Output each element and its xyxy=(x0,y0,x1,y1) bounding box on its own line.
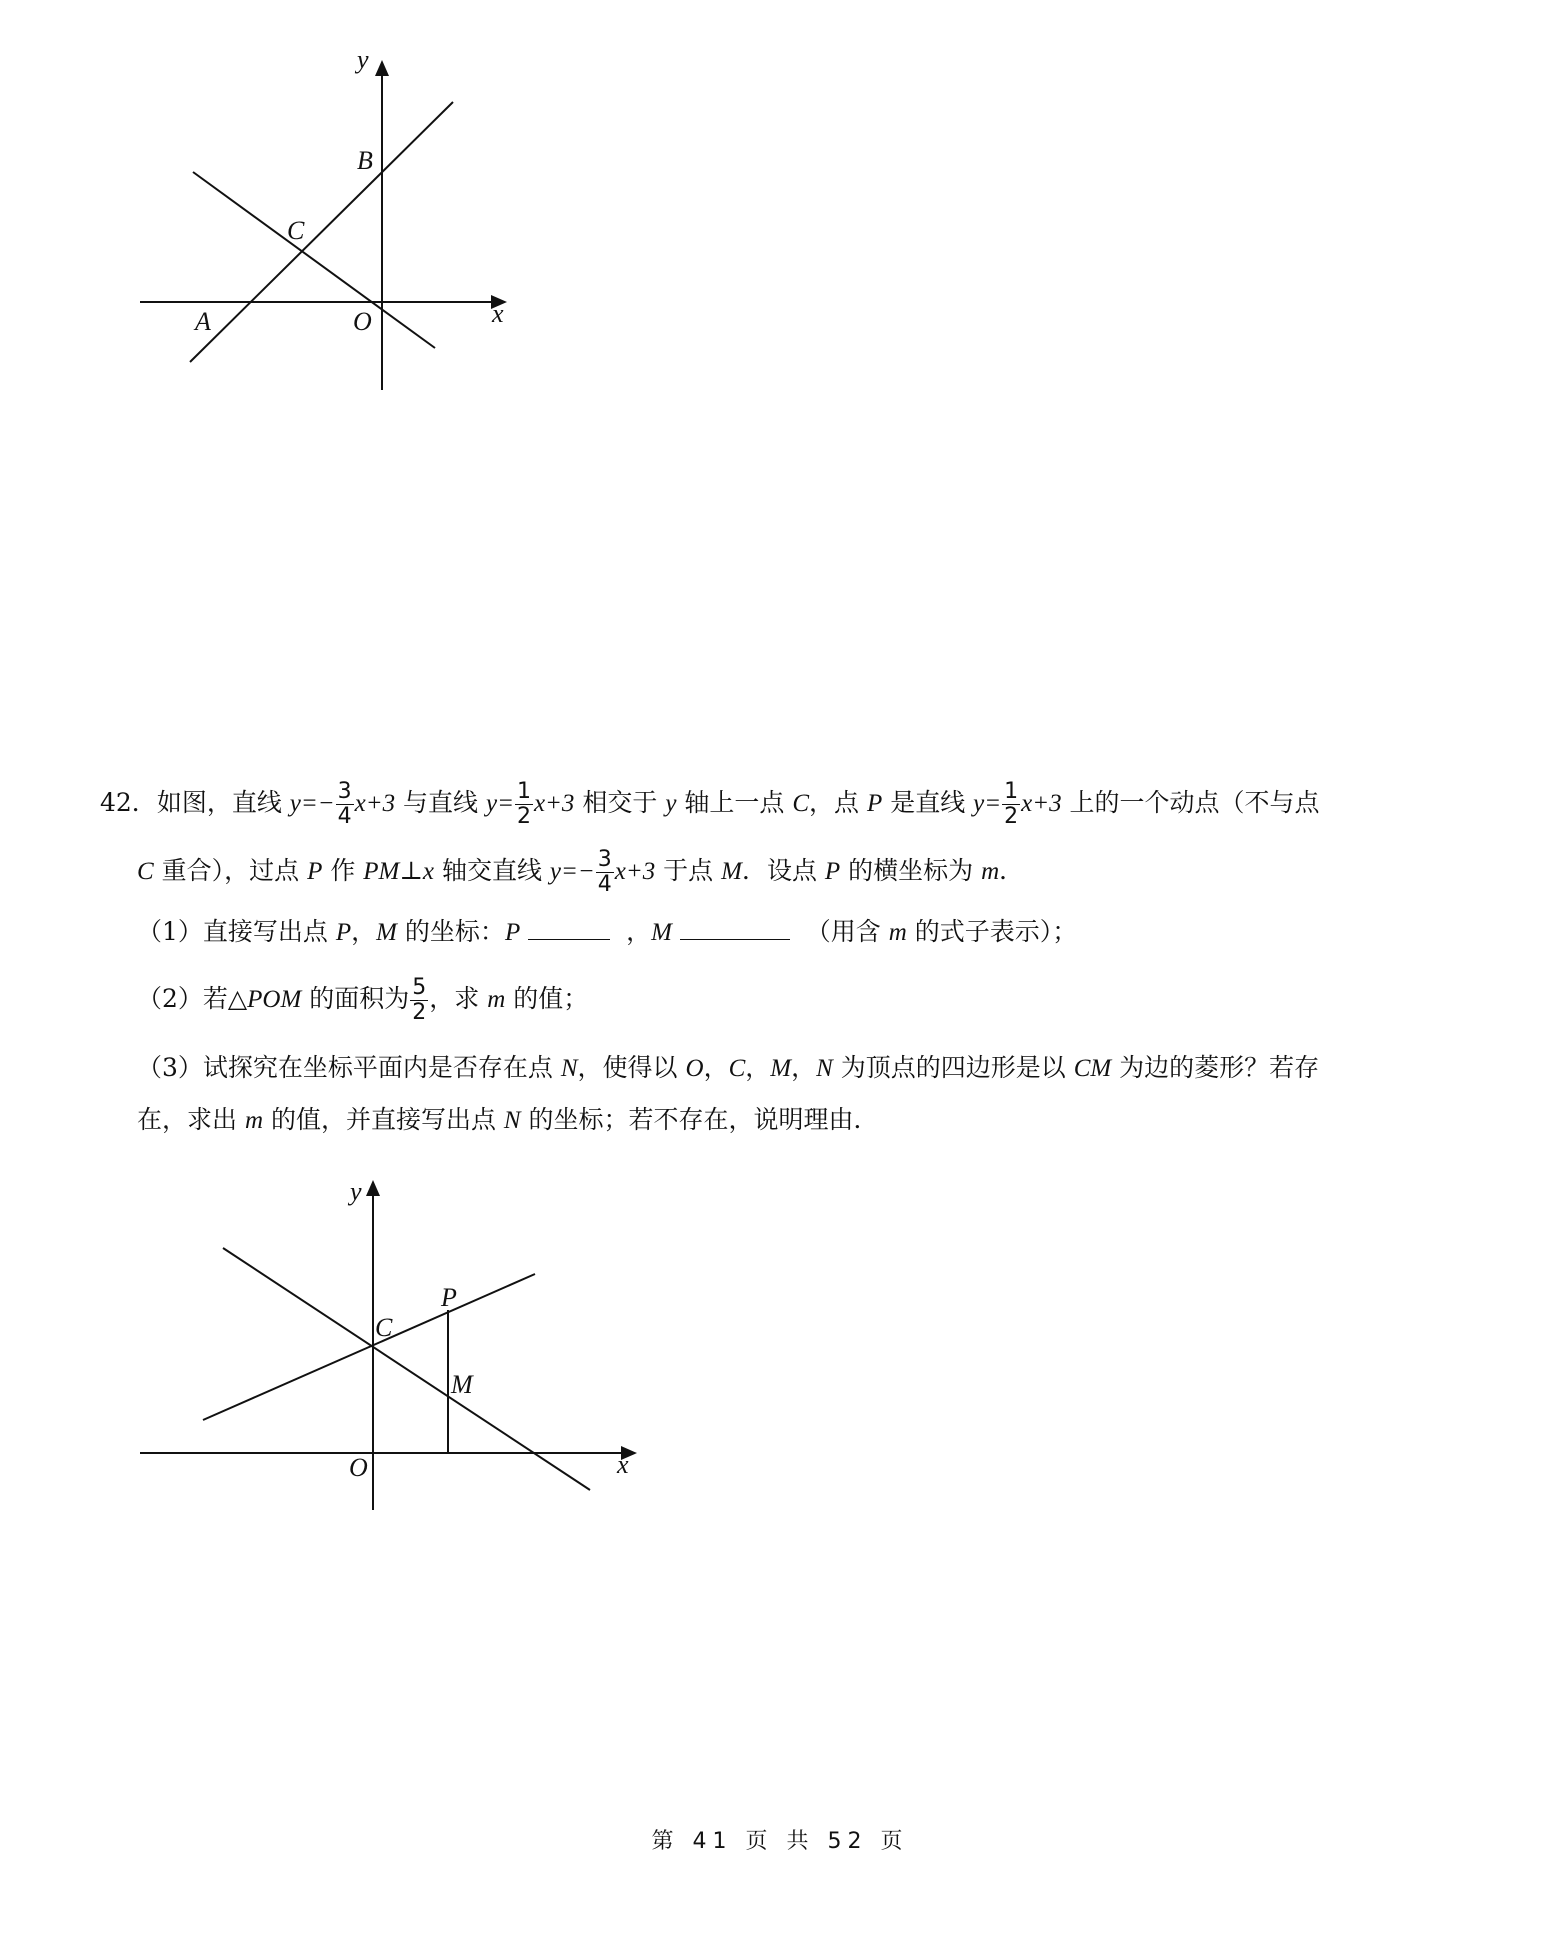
figure-1 xyxy=(135,50,515,390)
text: ， xyxy=(703,1053,729,1082)
question-part-3-cont xyxy=(137,1100,879,1141)
y-axis-arrow xyxy=(375,60,389,76)
fraction-numerator: 3 xyxy=(597,847,612,872)
text: ， xyxy=(626,917,652,946)
figure-2 xyxy=(135,1170,645,1520)
eq1-lhs: y=− xyxy=(549,858,595,885)
eq1-rhs: x+3 xyxy=(614,858,656,885)
fraction-denominator: 4 xyxy=(597,872,612,897)
question-line-1 xyxy=(100,780,1320,829)
answer-blank-m[interactable] xyxy=(680,913,790,940)
text: 轴交直线 xyxy=(434,856,550,885)
text: （1）直接写出点 xyxy=(137,917,336,946)
eq1-lhs: y=− xyxy=(289,790,335,817)
question-number: 42． xyxy=(100,788,157,817)
text: 上的一个动点（不与点 xyxy=(1061,788,1320,817)
label-c: C xyxy=(287,216,305,245)
fraction-1-2 xyxy=(1002,780,1020,829)
eq2-rhs: x+3 xyxy=(533,790,575,817)
fraction-1-2 xyxy=(515,780,533,829)
point-o: O xyxy=(685,1055,704,1082)
figure-1-graph xyxy=(135,50,515,390)
point-c: C xyxy=(137,858,154,885)
fraction-5-2 xyxy=(410,976,428,1025)
point-p: P xyxy=(307,858,323,885)
text: 在，求出 xyxy=(137,1105,245,1134)
fraction-denominator: 2 xyxy=(1004,804,1019,829)
text: 为边的菱形？若存 xyxy=(1111,1053,1320,1082)
fraction-numerator: 5 xyxy=(412,975,427,1000)
label-a: A xyxy=(195,307,211,336)
fraction-numerator: 3 xyxy=(337,779,352,804)
fraction-numerator: 1 xyxy=(516,779,531,804)
fraction-3-4 xyxy=(596,848,614,897)
text: 相交于 xyxy=(574,788,666,817)
segment-cm: CM xyxy=(1073,1055,1112,1082)
text: ， xyxy=(791,1053,817,1082)
triangle-pom: POM xyxy=(247,986,302,1013)
label-y: y xyxy=(357,50,369,74)
point-n: N xyxy=(503,1107,521,1134)
question-line-2 xyxy=(137,848,1024,897)
eq1-rhs: x+3 xyxy=(354,790,396,817)
text: （用含 xyxy=(805,917,889,946)
label-c: C xyxy=(375,1313,393,1342)
text: 为顶点的四边形是以 xyxy=(832,1053,1074,1082)
text: 如图，直线 xyxy=(156,788,290,817)
point-p: P xyxy=(504,919,521,946)
question-part-1 xyxy=(137,912,1077,953)
text: 重合），过点 xyxy=(153,856,308,885)
text: 的式子表示）； xyxy=(906,917,1078,946)
point-n: N xyxy=(816,1055,833,1082)
question-part-2 xyxy=(137,976,588,1025)
fraction-3-4 xyxy=(336,780,354,829)
question-part-3 xyxy=(137,1048,1319,1089)
var-m: m xyxy=(888,919,907,946)
page-footer: 第 41 页 共 52 页 xyxy=(651,1829,909,1854)
y-axis-arrow xyxy=(366,1180,380,1196)
text: 的面积为 xyxy=(301,984,410,1013)
text: ． xyxy=(999,856,1025,885)
line-co xyxy=(193,172,435,348)
text: ，使得以 xyxy=(577,1053,686,1082)
line-ab xyxy=(190,102,453,362)
point-c: C xyxy=(728,1055,746,1082)
eq2-lhs: y= xyxy=(973,790,1002,817)
text: 与直线 xyxy=(395,788,486,817)
fraction-denominator: 2 xyxy=(516,804,531,829)
text: ， xyxy=(351,917,377,946)
point-p: P xyxy=(866,790,883,817)
point-m: M xyxy=(376,919,397,946)
text: 的值，并直接写出点 xyxy=(263,1105,504,1134)
var-y: y xyxy=(665,790,677,817)
text: 作 xyxy=(330,856,364,885)
text: 的坐标；若不存在，说明理由． xyxy=(520,1105,879,1134)
point-p: P xyxy=(335,919,352,946)
figure-2-graph xyxy=(135,1170,645,1520)
label-x: x xyxy=(617,1450,629,1479)
label-p: P xyxy=(441,1283,457,1312)
point-m: M xyxy=(721,858,742,885)
text: 的值； xyxy=(505,984,589,1013)
text: 是直线 xyxy=(882,788,974,817)
label-o: O xyxy=(349,1453,368,1482)
point-m: M xyxy=(651,919,672,946)
text: 于点 xyxy=(655,856,722,885)
point-c: C xyxy=(792,790,810,817)
line-y-half-x xyxy=(203,1274,535,1420)
fraction-numerator: 1 xyxy=(1004,779,1019,804)
fraction-denominator: 4 xyxy=(337,804,352,829)
label-b: B xyxy=(357,146,373,175)
text: 的坐标： xyxy=(396,917,505,946)
var-m: m xyxy=(981,858,1000,885)
point-p: P xyxy=(824,858,841,885)
label-y: y xyxy=(350,1177,362,1206)
answer-blank-p[interactable] xyxy=(528,913,610,940)
fraction-denominator: 2 xyxy=(412,1000,427,1025)
label-o: O xyxy=(353,307,372,336)
var-m: m xyxy=(487,986,506,1013)
label-x: x xyxy=(492,299,504,328)
text: 的横坐标为 xyxy=(840,856,982,885)
point-m: M xyxy=(770,1055,792,1082)
eq2-lhs: y= xyxy=(485,790,514,817)
label-m: M xyxy=(451,1370,473,1399)
text: （3）试探究在坐标平面内是否存在点 xyxy=(137,1053,561,1082)
var-x: x xyxy=(422,858,435,885)
perp-symbol: ⊥ xyxy=(399,856,423,885)
text: （2）若△ xyxy=(137,984,248,1013)
text: ， xyxy=(745,1053,771,1082)
var-m: m xyxy=(244,1107,264,1134)
text: 轴上一点 xyxy=(676,788,793,817)
segment-pm: PM xyxy=(363,858,400,885)
text: ，点 xyxy=(809,788,867,817)
eq2-rhs: x+3 xyxy=(1021,790,1062,817)
text: ．设点 xyxy=(741,856,825,885)
text: ，求 xyxy=(429,984,488,1013)
point-n: N xyxy=(560,1055,578,1082)
